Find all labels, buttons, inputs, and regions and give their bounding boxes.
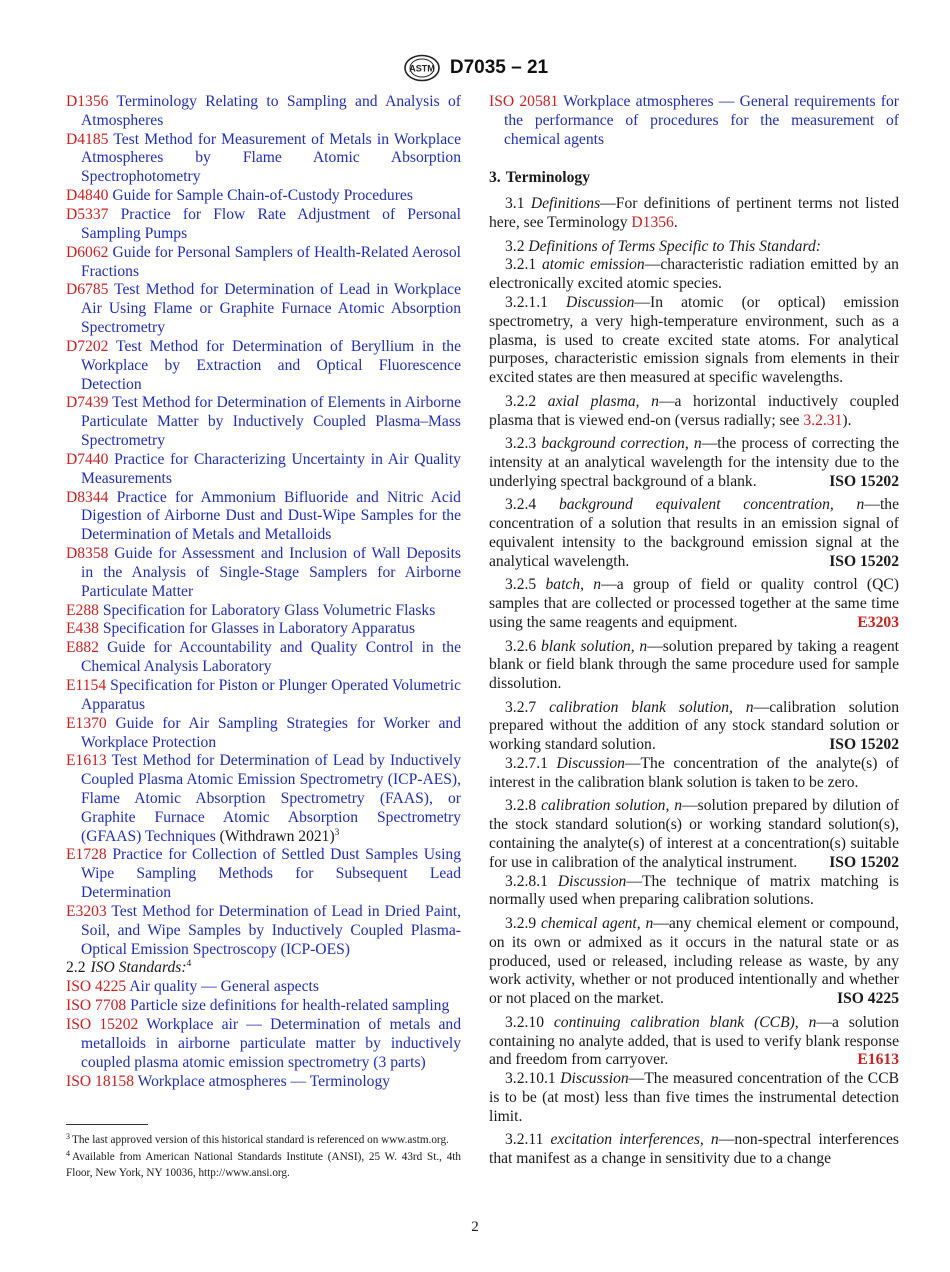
reference-title[interactable]: Guide for Personal Samplers of Health-Related Aerosol Fractions (81, 243, 461, 280)
reference-item (66, 1073, 461, 1092)
reference-item (66, 244, 461, 282)
reference-title[interactable]: Workplace atmospheres — Terminology (137, 1072, 391, 1090)
reference-title[interactable]: Practice for Ammonium Bifluoride and Nitric Acid Digestion of Airborne Dust and Dust-Wipe Samples for the Determination of Metals and Metalloids (81, 488, 461, 544)
reference-code[interactable]: D5337 (66, 206, 109, 224)
reference-code[interactable]: E1613 (66, 752, 107, 770)
reference-item (66, 93, 461, 131)
source-e1613[interactable]: E1613 (857, 1051, 899, 1069)
footnote-3: $^3$ The last approved version of this historical standard is referenced on www.astm.org. (66, 1132, 449, 1146)
reference-title[interactable]: Test Method for Determination of Lead in Workplace Air Using Flame or Graphite Furnace Atomic Absorption Spectrometry (81, 281, 461, 337)
reference-code[interactable]: D8344 (66, 488, 109, 506)
clause-3-2-1-1: 3.2.1.1 Discussion—In atomic (or optical) emission spectrometry, a very high-temperature environment, such as a plasma, is used to create excited state atoms. For analytical purposes, characteristic emission signals from elements in their excited states are then measured at specific wavelengths. (489, 293, 899, 387)
page-number: 2 (471, 1219, 479, 1235)
reference-title[interactable]: Test Method for Determination of Lead in Dried Paint, Soil, and Wipe Samples by Inductively Coupled Plasma-Optical Emission Spectroscopy (ICP-OES) (81, 902, 461, 958)
iso-standards-heading: 2.2 ISO Standards:$^4$ (66, 959, 192, 977)
source-iso-15202: ISO 15202 (829, 552, 899, 570)
footnote-ref[interactable]: 3 (334, 827, 340, 838)
reference-code[interactable]: D4185 (66, 130, 109, 148)
reference-iso-20581 (489, 93, 899, 149)
reference-title[interactable]: Specification for Glasses in Laboratory Apparatus (102, 620, 416, 638)
clause-3-2-2: 3.2.2 axial plasma, n—a horizontal inductively coupled plasma that is viewed end-on (versus radially; see 3.2.31). (489, 392, 899, 429)
reference-item (66, 206, 461, 244)
reference-item (66, 903, 461, 959)
reference-title[interactable]: Specification for Piston or Plunger Operated Volumetric Apparatus (81, 677, 461, 713)
source-iso-15202: ISO 15202 (829, 853, 899, 871)
reference-item (66, 187, 461, 206)
reference-title[interactable]: Practice for Flow Rate Adjustment of Personal Sampling Pumps (81, 206, 462, 242)
reference-note: (Withdrawn 2021) (215, 827, 335, 845)
reference-code[interactable]: D1356 (66, 93, 109, 110)
reference-title[interactable]: Test Method for Determination of Beryllium in the Workplace by Extraction and Optical Fluorescence Detection (81, 337, 461, 393)
reference-code[interactable]: D7439 (66, 394, 109, 412)
reference-title[interactable]: Guide for Accountability and Quality Control in the Chemical Analysis Laboratory (81, 639, 461, 676)
clause-3-2-9: 3.2.9 chemical agent, n—any chemical element or compound, on its own or admixed as it occurs in the natural state or as produced, used or released, including release as waste, by any work activity, whether or not produced intentionally and whether or not placed on the market. ISO 4225 (489, 915, 900, 1008)
clause-3-2-3: 3.2.3 background correction, n—the process of correcting the intensity at an analytical wavelength for the intensity due to the underlying spectral background of a blank. ISO 15202 (489, 435, 900, 490)
reference-code[interactable]: D6785 (66, 281, 109, 299)
reference-code[interactable]: E438 (66, 620, 99, 638)
xref-3-2-31[interactable]: 3.2.31 (803, 411, 843, 429)
reference-title[interactable]: Air quality — General aspects (129, 978, 319, 996)
reference-title[interactable]: Guide for Air Sampling Strategies for Worker and Workplace Protection (81, 714, 461, 751)
right-column (489, 93, 899, 1174)
reference-code[interactable]: ISO 4225 (66, 978, 127, 996)
reference-item (66, 281, 461, 337)
clause-3-2-10: 3.2.10 continuing calibration blank (CCB), n—a solution containing no analyte added, that is used to verify blank response and freedom from carryover. E1613 (489, 1013, 900, 1069)
reference-code[interactable]: E1370 (66, 714, 107, 732)
reference-title[interactable]: Test Method for Measurement of Metals in Workplace Atmospheres by Flame Atomic Absorption Spectrophotometry (81, 130, 461, 186)
logo-text: ASTM (409, 63, 435, 74)
reference-item (66, 997, 461, 1016)
reference-code[interactable]: ISO 7708 (66, 997, 127, 1015)
clause-3-2-7-1: 3.2.7.1 Discussion—The concentration of the analyte(s) of interest in the calibration blank solution is taken to be zero. (489, 755, 899, 791)
clause-3-2-8-1: 3.2.8.1 Discussion—The technique of matrix matching is normally used when preparing calibration solutions. (489, 872, 899, 909)
source-iso-15202: ISO 15202 (829, 736, 899, 754)
referenced-iso-standards (66, 978, 461, 1091)
clause-3-2-11: 3.2.11 excitation interferences, n—non-spectral interferences that manifest as a change in sensitivity due to a change (489, 1131, 899, 1168)
source-e3203[interactable]: E3203 (857, 613, 899, 631)
clause-3-2: 3.2 Definitions of Terms Specific to This Standard: (505, 237, 821, 255)
source-iso-15202: ISO 15202 (829, 472, 899, 490)
reference-item (66, 489, 461, 545)
footnote-divider (66, 1124, 148, 1125)
reference-item (66, 602, 461, 621)
astm-logo-icon (402, 54, 442, 82)
clause-3-2-8: 3.2.8 calibration solution, n—solution prepared by dilution of the stock standard solution(s) or working standard solution(s), containing the analyte(s) of interest at a concentration(s) suitable for use in calibration of the analytical instrument. ISO 15202 (489, 797, 899, 871)
reference-title[interactable]: Terminology Relating to Sampling and Analysis of Atmospheres (81, 93, 462, 129)
reference-item (66, 131, 461, 187)
clause-3-2-4: 3.2.4 background equivalent concentration, n—the concentration of a solution that results in an emission signal of equivalent intensity to the background emission signal at the analytical wavelength. ISO 15202 (489, 496, 899, 570)
clause-3-2-10-1: 3.2.10.1 Discussion—The measured concentration of the CCB is to be (at most) less than five times the instrumental detection limit. (489, 1070, 899, 1125)
reference-code[interactable]: E1154 (66, 677, 107, 695)
reference-title[interactable]: Workplace air — Determination of metals and metalloids in airborne particulate matter by inductively coupled plasma atomic emission spectrometry (3 parts) (81, 1016, 461, 1071)
reference-code[interactable]: E288 (66, 601, 99, 619)
reference-title[interactable]: Guide for Assessment and Inclusion of Wall Deposits in the Analysis of Single-Stage Samplers for Airborne Particulate Matter (81, 545, 461, 600)
reference-item (66, 451, 461, 489)
clause-3-1: 3.1 Definitions—For definitions of pertinent terms not listed here, see Terminology D1356. (489, 195, 899, 231)
reference-item (66, 639, 461, 677)
reference-code[interactable]: E3203 (66, 902, 107, 920)
reference-item (66, 1016, 461, 1072)
left-column (66, 93, 461, 1091)
reference-item (66, 545, 461, 601)
reference-item (66, 715, 461, 753)
reference-code[interactable]: E1728 (66, 846, 107, 864)
source-iso-4225: ISO 4225 (837, 990, 899, 1008)
reference-code[interactable]: D4840 (66, 187, 109, 205)
clause-3-2-7: 3.2.7 calibration blank solution, n—calibration solution prepared without the addition of any stock standard solution or working standard solution. ISO 15202 (489, 698, 899, 754)
referenced-astm-standards (66, 93, 461, 959)
reference-code[interactable]: D7440 (66, 450, 109, 468)
reference-item (66, 677, 461, 715)
reference-item (66, 752, 461, 846)
reference-item (66, 846, 461, 902)
footnote-4: $^4$ Available from American National Standards Institute (ANSI), 25 W. 43rd St., 4th Floor, New York, NY 10036, http://www.ansi.org. (66, 1149, 461, 1179)
reference-code[interactable]: ISO 15202 (66, 1016, 139, 1034)
reference-title[interactable]: Specification for Laboratory Glass Volumetric Flasks (102, 601, 436, 619)
reference-code[interactable]: ISO 18158 (66, 1072, 135, 1090)
clause-3-2-1: 3.2.1 atomic emission—characteristic radiation emitted by an electronically excited atomic species. (489, 256, 899, 293)
reference-title[interactable]: Test Method for Determination of Lead by Inductively Coupled Plasma Atomic Emission Spectrometry (ICP-AES), Flame Atomic Absorption Spectrometry (FAAS), or Graphite Furnace Atomic Absorption Spectrometry (GFAAS) Techniques (81, 752, 461, 845)
reference-title[interactable]: Practice for Collection of Settled Dust Samples Using Wipe Sampling Methods for Subsequent Lead Determination (81, 846, 461, 902)
reference-title[interactable]: Workplace atmospheres — General requirements for the performance of procedures for the measurement of chemical agents (504, 93, 899, 148)
reference-item (66, 394, 461, 450)
xref-d1356[interactable]: D1356 (631, 213, 674, 231)
footnote-ref[interactable]: 4 (186, 959, 192, 970)
reference-code[interactable]: D7202 (66, 337, 109, 355)
reference-code[interactable]: D6062 (66, 243, 109, 261)
reference-code[interactable]: E882 (66, 639, 99, 657)
reference-code[interactable]: ISO 20581 (489, 93, 559, 110)
reference-title[interactable]: Guide for Sample Chain-of-Custody Procedures (112, 187, 413, 205)
document-id: D7035 – 21 (449, 57, 549, 78)
clause-3-2-5: 3.2.5 batch, n—a group of field or quality control (QC) samples that are collected or processed together at the same time using the same reagents and equipment. E3203 (489, 576, 899, 631)
reference-title[interactable]: Particle size definitions for health-related sampling (130, 997, 450, 1015)
reference-title[interactable]: Practice for Characterizing Uncertainty in Air Quality Measurements (81, 450, 461, 487)
clause-3-2-6: 3.2.6 blank solution, n—solution prepared by taking a reagent blank or field blank through the same procedure used for sample dissolution. (489, 637, 899, 693)
reference-item (66, 338, 461, 394)
reference-item (66, 620, 461, 639)
footnotes (66, 1133, 461, 1183)
reference-title[interactable]: Test Method for Determination of Elements in Airborne Particulate Matter by Inductively Coupled Plasma–Mass Spectrometry (81, 394, 461, 449)
section-heading-terminology: 3. Terminology (489, 169, 591, 187)
page-header (0, 54, 950, 82)
reference-item (66, 978, 461, 997)
reference-code[interactable]: D8358 (66, 545, 109, 563)
